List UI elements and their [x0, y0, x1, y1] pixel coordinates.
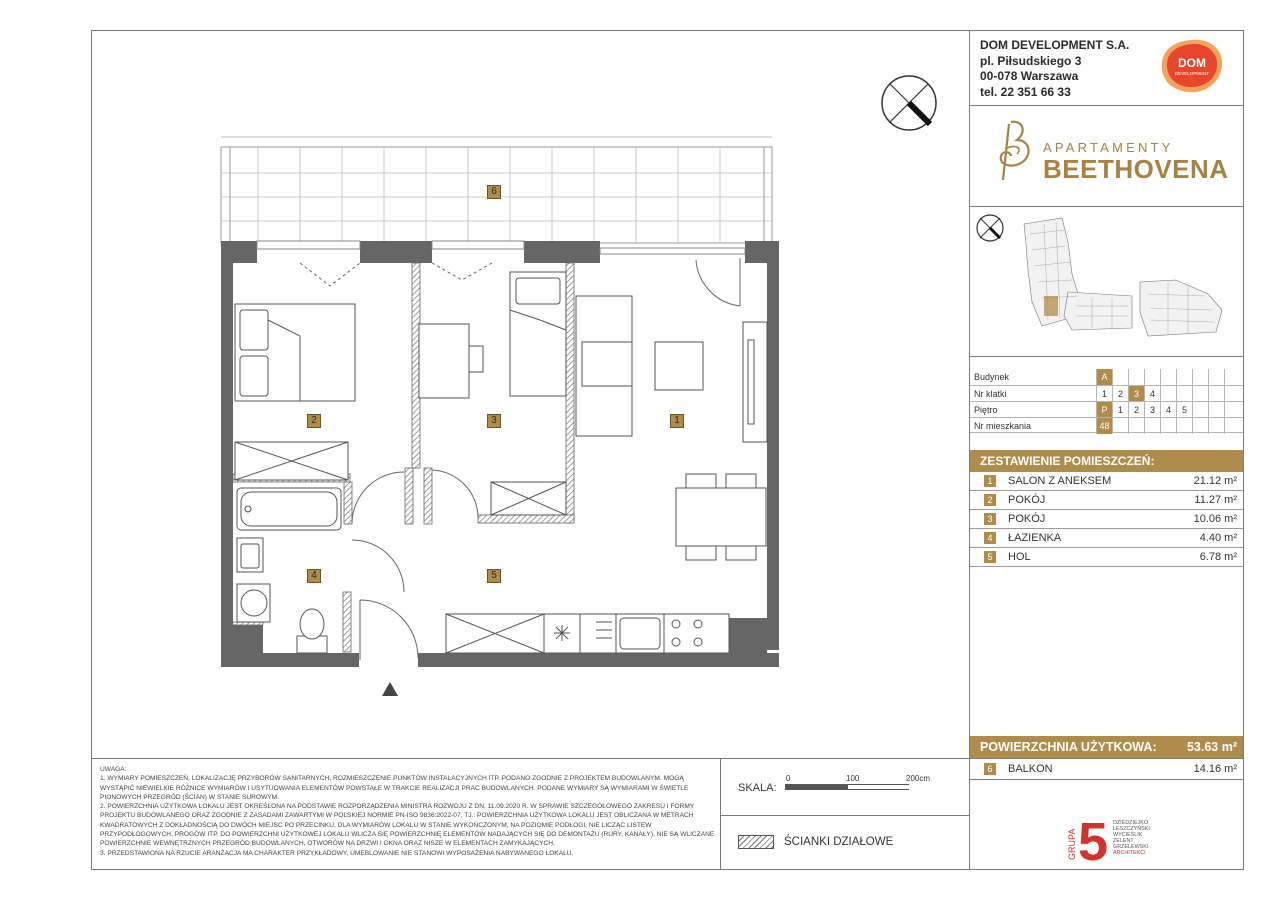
- cell-empty: [1160, 418, 1176, 434]
- grupa-digit: 5: [1078, 812, 1109, 864]
- cell-empty: [1208, 402, 1224, 418]
- table-row-mieszkanie: [970, 417, 1243, 433]
- cell-empty: [1176, 418, 1192, 434]
- company-phone: tel. 22 351 66 33: [980, 84, 1071, 99]
- row-label: Nr klatki: [974, 389, 1007, 399]
- cell-empty: [1128, 369, 1144, 385]
- brand-monogram-icon: [993, 118, 1039, 188]
- balcony-divider: [969, 779, 1244, 780]
- room-number: 2: [984, 494, 996, 506]
- cell-empty: [1224, 418, 1240, 434]
- table-row-klatka: [970, 385, 1243, 401]
- cell-empty: [1128, 418, 1144, 434]
- key-plan: [972, 210, 1242, 352]
- bottom-divider: [91, 758, 1244, 759]
- cell-empty: [1224, 369, 1240, 385]
- cell-klatka: 4: [1144, 386, 1160, 402]
- cell-budynek-a: A: [1096, 369, 1112, 385]
- usable-area-label: POWIERZCHNIA UŻYTKOWA:: [980, 740, 1157, 754]
- cell-empty: [1144, 418, 1160, 434]
- room-tag-room: 3: [487, 414, 501, 428]
- grupa5-logo: [1065, 812, 1185, 864]
- cell-empty: [1192, 402, 1208, 418]
- row-label: Piętro: [974, 405, 998, 415]
- room-row: [970, 510, 1243, 529]
- cell-mieszkanie: 48: [1096, 418, 1112, 434]
- cell-pietro-selected: P: [1096, 402, 1112, 418]
- row-divider: [969, 206, 1244, 207]
- cell-pietro: 4: [1160, 402, 1176, 418]
- table-row-pietro: [970, 401, 1243, 417]
- cell-empty: [1192, 369, 1208, 385]
- row-separator: [970, 566, 1243, 567]
- room-name: HOL: [1008, 551, 1031, 563]
- room-area: 21.12 m²: [1193, 475, 1237, 487]
- room-area: 6.78 m²: [1199, 551, 1237, 563]
- scale-divider: [720, 815, 969, 816]
- cell-klatka-selected: 3: [1128, 386, 1144, 402]
- room-area: 10.06 m²: [1193, 513, 1237, 525]
- notes-divider: [720, 758, 721, 870]
- balcony-row: [970, 760, 1243, 779]
- room-tag-balcony: 6: [487, 185, 501, 199]
- notes-title: UWAGA:: [100, 766, 127, 773]
- note-item: 1. WYMIARY POMIESZCZEŃ, LOKALIZACJĘ PRZYBORÓW SANITARNYCH, ROZMIESZCZENIE PUNKTÓW INSTALACYJNYCH ITP. PODANO ZGODNIE Z PROJEKTEM BUDOWLANYM. MOGĄ WYSTĄPIĆ NIEWIELKIE RÓŻNICE WYMIARÓW I USYTUOWANIA ELEMENTÓW POWSTAŁE W TRAKCIE REALIZACJI PRAC BUDOWLANYCH. PODANE WYMIARY SĄ WYMIARAMI W ŚWIETLE PIONOWYCH PRZEGRÓD (ŚCIAN) W STANIE SUROWYM.: [100, 775, 689, 801]
- room-area: 11.27 m²: [1194, 494, 1237, 506]
- cell-empty: [1192, 386, 1208, 402]
- room-tag-bedroom: 2: [307, 414, 321, 428]
- key-plan-unit-highlight: [1044, 296, 1058, 316]
- cell-empty: [1112, 369, 1128, 385]
- room-row: [970, 529, 1243, 548]
- key-north-icon: [977, 215, 1003, 241]
- scale-label: SKALA:: [738, 782, 777, 794]
- cell-pietro: 1: [1112, 402, 1128, 418]
- room-area: 14.16 m²: [1193, 763, 1237, 775]
- room-name: POKÓJ: [1008, 513, 1046, 525]
- company-address: [980, 38, 1129, 100]
- cell-empty: [1176, 386, 1192, 402]
- room-area: 4.40 m²: [1199, 532, 1237, 544]
- cell-empty: [1176, 369, 1192, 385]
- logo-dom-text: DOM: [1178, 56, 1206, 70]
- room-name: BALKON: [1008, 763, 1053, 775]
- company-name: DOM DEVELOPMENT S.A.: [980, 38, 1130, 52]
- cell-klatka: 1: [1096, 386, 1112, 402]
- cell-empty: [1144, 369, 1160, 385]
- usable-area-bar: [970, 736, 1243, 758]
- room-row: [970, 548, 1243, 567]
- cell-empty: [1112, 418, 1128, 434]
- note-item: 3. PRZEDSTAWIONA NA RZUCIE ARANŻACJA MA CHARAKTER PRZYKŁADOWY, UMEBLOWANIE NIE STANOWI WYPOSAŻENIA NABYWANEGO LOKALU.: [100, 849, 574, 857]
- room-number: 6: [984, 763, 996, 775]
- room-number: 1: [984, 475, 996, 487]
- rooms-summary-title: ZESTAWIENIE POMIESZCZEŃ:: [970, 450, 1243, 472]
- scale-tick: 200cm: [906, 774, 931, 783]
- cell-empty: [1160, 369, 1176, 385]
- room-number: 5: [984, 551, 996, 563]
- row-label: Nr mieszkania: [974, 421, 1032, 431]
- cell-pietro: 5: [1176, 402, 1192, 418]
- notes-block: [100, 765, 717, 858]
- room-tag-bathroom: 4: [307, 569, 321, 583]
- table-row-budynek: [970, 369, 1243, 385]
- scale-bar: [785, 784, 909, 790]
- scale-tick: 100: [846, 774, 860, 783]
- room-tag-living: 1: [670, 414, 684, 428]
- room-name: SALON Z ANEKSEM: [1008, 475, 1112, 487]
- grupa-line: GRZELEWSKI: [1113, 844, 1149, 850]
- usable-area-value: 53.63 m²: [1186, 740, 1237, 754]
- cell-empty: [1224, 402, 1240, 418]
- logo-development-text: DEVELOPMENT: [1174, 71, 1210, 76]
- partition-wall-hatch: [738, 835, 774, 849]
- cell-pietro: 3: [1144, 402, 1160, 418]
- company-city: 00-078 Warszawa: [980, 69, 1079, 83]
- entrance-marker: [382, 682, 398, 696]
- room-row: [970, 472, 1243, 491]
- cell-empty: [1224, 386, 1240, 402]
- brand-subtitle: APARTAMENTY: [1043, 140, 1174, 155]
- cell-empty: [1208, 418, 1224, 434]
- legend-text: ŚCIANKI DZIAŁOWE: [784, 836, 894, 848]
- north-arrow-icon: [878, 72, 940, 134]
- company-street: pl. Piłsudskiego 3: [980, 53, 1082, 68]
- row-divider: [969, 105, 1244, 106]
- room-row: [970, 491, 1243, 510]
- note-item: 2. POWIERZCHNIA UŻYTKOWA LOKALU JEST OKREŚLONA NA PODSTAWIE ROZPORZĄDZENIA MINISTRA ROZWOJU Z DN. 11.09.2020 R. W SPRAWIE SZCZEGÓŁOWEGO ZAKRESU I FORMY PROJEKTU BUDOWLANEGO ORAZ ZGODNIE Z ZASADAMI ZAWARTYMI W POLSKIEJ NORMIE PN-ISO 9836:2022-07, TJ.: POWIERZCHNIA UŻYTKOWA LOKALU JEST OBLICZANA W METRACH KWADRATOWYCH Z DOKŁADNOŚCIĄ DO DWÓCH MIEJSC PO PRZECINKU, DLA WYMIARÓW LOKALU W STANIE WYKOŃCZONYM, NA POZIOMIE PODŁOGI, NIE LICZĄC LISTEW PRZYPODŁOGOWYCH, PROGÓW ITP. DO POWIERZCHNI UŻYTKOWEJ LOKALU WLICZA SIĘ POWIERZCHNIĘ ELEMENTÓW NADAJĄCYCH SIĘ DO DEMONTAŻU (RURY, KANAŁY), NIE SĄ WLICZANE POWIERZCHNIE WEWNĘTRZNYCH PRZEGRÓD BUDOWLANYCH, OTWORÓW NA DRZWI I OKNA ORAZ NISZE W ELEMENTACH ZAMYKAJĄCYCH.: [100, 803, 715, 848]
- cell-klatka: 2: [1112, 386, 1128, 402]
- grupa-line: DZIEDZIEJKO: [1113, 820, 1149, 826]
- cell-pietro: 2: [1128, 402, 1144, 418]
- room-tag-hall: 5: [487, 569, 501, 583]
- grupa-line: WYCIEŚLIK: [1113, 832, 1143, 838]
- row-divider: [969, 356, 1244, 357]
- cell-empty: [1192, 418, 1208, 434]
- room-name: ŁAZIENKA: [1008, 532, 1062, 544]
- cell-empty: [1160, 386, 1176, 402]
- room-number: 4: [984, 532, 996, 544]
- grupa-word: GRUPA: [1067, 828, 1077, 860]
- dom-development-logo: [1158, 38, 1226, 94]
- grupa-line: LESZCZYŃSKI: [1113, 826, 1150, 832]
- brand-title: BEETHOVENA: [1043, 154, 1229, 184]
- row-label: Budynek: [974, 372, 1010, 382]
- grupa-line: ZELENT: [1113, 838, 1134, 844]
- room-number: 3: [984, 513, 996, 525]
- grupa-line: ARCHITEKCI: [1113, 850, 1146, 856]
- scale-tick: 0: [786, 774, 791, 783]
- furniture: [235, 272, 767, 653]
- cell-empty: [1208, 386, 1224, 402]
- room-name: POKÓJ: [1008, 494, 1046, 506]
- cell-empty: [1208, 369, 1224, 385]
